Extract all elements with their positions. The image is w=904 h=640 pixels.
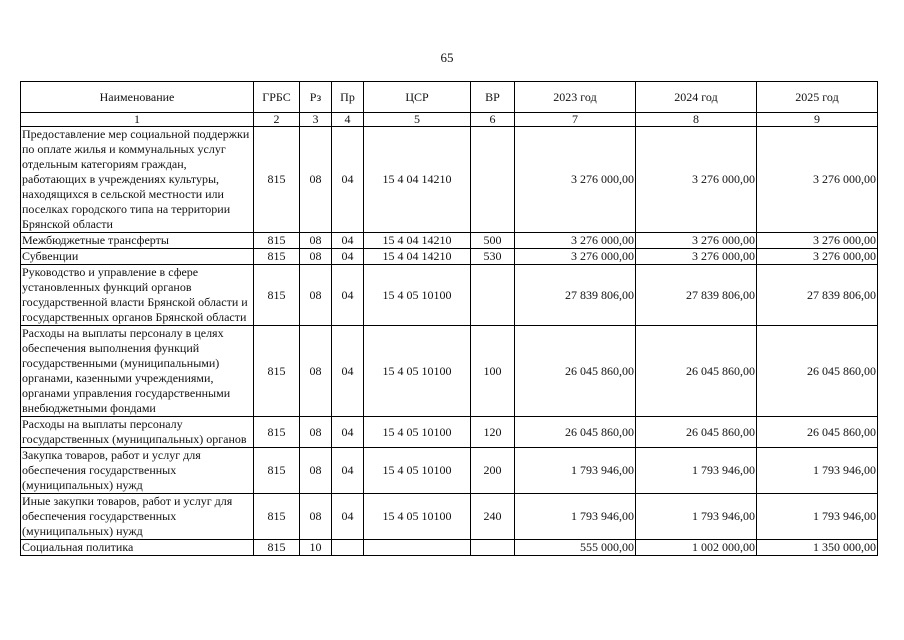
row-grbs: 815 (254, 540, 300, 556)
row-pr: 04 (332, 448, 364, 494)
row-rz: 08 (300, 494, 332, 540)
column-number: 9 (757, 113, 878, 127)
row-csr: 15 4 04 14210 (364, 127, 471, 233)
row-2025: 1 793 946,00 (757, 494, 878, 540)
row-csr: 15 4 04 14210 (364, 233, 471, 249)
row-2025: 1 793 946,00 (757, 448, 878, 494)
row-2024: 1 002 000,00 (636, 540, 757, 556)
table-row (21, 265, 878, 326)
row-vr: 530 (471, 249, 515, 265)
row-rz: 08 (300, 249, 332, 265)
row-rz: 08 (300, 127, 332, 233)
row-pr: 04 (332, 326, 364, 417)
row-csr: 15 4 05 10100 (364, 417, 471, 448)
table-row (21, 494, 878, 540)
row-2024: 3 276 000,00 (636, 249, 757, 265)
row-pr: 04 (332, 494, 364, 540)
row-2023: 26 045 860,00 (515, 326, 636, 417)
row-pr: 04 (332, 417, 364, 448)
column-number: 7 (515, 113, 636, 127)
row-name: Межбюджетные трансферты (21, 233, 254, 249)
row-2024: 3 276 000,00 (636, 127, 757, 233)
row-2025: 1 350 000,00 (757, 540, 878, 556)
header-cell: ЦСР (364, 82, 471, 113)
header-cell: Рз (300, 82, 332, 113)
column-number: 8 (636, 113, 757, 127)
row-grbs: 815 (254, 249, 300, 265)
row-csr: 15 4 05 10100 (364, 326, 471, 417)
row-2024: 1 793 946,00 (636, 494, 757, 540)
header-cell: 2023 год (515, 82, 636, 113)
row-vr: 200 (471, 448, 515, 494)
header-cell: Пр (332, 82, 364, 113)
row-grbs: 815 (254, 494, 300, 540)
row-name: Закупка товаров, работ и услуг для обеспечения государственных (муниципальных) нужд (21, 448, 254, 494)
column-number: 4 (332, 113, 364, 127)
row-grbs: 815 (254, 233, 300, 249)
column-number: 5 (364, 113, 471, 127)
row-name: Иные закупки товаров, работ и услуг для обеспечения государственных (муниципальных) нужд (21, 494, 254, 540)
row-name: Субвенции (21, 249, 254, 265)
row-name: Предоставление мер социальной поддержки по оплате жилья и коммунальных услуг отдельным категориям граждан, работающих в учреждениях культуры, находящихся в сельской местности или поселках городского типа на территории Брянской области (21, 127, 254, 233)
row-vr (471, 265, 515, 326)
row-2024: 1 793 946,00 (636, 448, 757, 494)
row-csr: 15 4 05 10100 (364, 448, 471, 494)
row-2023: 26 045 860,00 (515, 417, 636, 448)
table-row (21, 326, 878, 417)
header-row (21, 82, 878, 113)
header-cell: ГРБС (254, 82, 300, 113)
row-grbs: 815 (254, 448, 300, 494)
row-2025: 3 276 000,00 (757, 233, 878, 249)
row-2025: 26 045 860,00 (757, 326, 878, 417)
row-vr (471, 127, 515, 233)
row-2024: 3 276 000,00 (636, 233, 757, 249)
row-2024: 26 045 860,00 (636, 417, 757, 448)
table-row (21, 249, 878, 265)
row-name: Расходы на выплаты персоналу государственных (муниципальных) органов (21, 417, 254, 448)
table-row (21, 233, 878, 249)
row-csr: 15 4 05 10100 (364, 494, 471, 540)
row-2023: 3 276 000,00 (515, 249, 636, 265)
budget-table (20, 81, 878, 556)
row-2024: 27 839 806,00 (636, 265, 757, 326)
row-vr: 240 (471, 494, 515, 540)
row-grbs: 815 (254, 417, 300, 448)
table-row (21, 417, 878, 448)
column-number: 6 (471, 113, 515, 127)
row-pr (332, 540, 364, 556)
row-2025: 3 276 000,00 (757, 249, 878, 265)
row-2025: 26 045 860,00 (757, 417, 878, 448)
header-cell: Наименование (21, 82, 254, 113)
row-2024: 26 045 860,00 (636, 326, 757, 417)
page-number: 65 (440, 50, 454, 65)
column-number-row (21, 113, 878, 127)
row-2023: 1 793 946,00 (515, 494, 636, 540)
row-2025: 3 276 000,00 (757, 127, 878, 233)
row-2023: 3 276 000,00 (515, 127, 636, 233)
row-rz: 08 (300, 233, 332, 249)
header-cell: 2024 год (636, 82, 757, 113)
row-2023: 1 793 946,00 (515, 448, 636, 494)
header-cell: 2025 год (757, 82, 878, 113)
row-rz: 08 (300, 448, 332, 494)
table-row (21, 540, 878, 556)
row-name: Расходы на выплаты персоналу в целях обеспечения выполнения функций государственными (муниципальными) органами, казенными учреждениями, органами управления государственными внебюджетными фондами (21, 326, 254, 417)
row-vr: 100 (471, 326, 515, 417)
row-2025: 27 839 806,00 (757, 265, 878, 326)
row-pr: 04 (332, 249, 364, 265)
row-rz: 08 (300, 326, 332, 417)
row-2023: 27 839 806,00 (515, 265, 636, 326)
row-name: Руководство и управление в сфере установленных функций органов государственной власти Брянской области и государственных органов Брянской области (21, 265, 254, 326)
row-csr: 15 4 05 10100 (364, 265, 471, 326)
table-row (21, 448, 878, 494)
column-number: 1 (21, 113, 254, 127)
row-2023: 3 276 000,00 (515, 233, 636, 249)
row-vr (471, 540, 515, 556)
row-grbs: 815 (254, 265, 300, 326)
row-vr: 120 (471, 417, 515, 448)
row-grbs: 815 (254, 127, 300, 233)
row-pr: 04 (332, 265, 364, 326)
row-grbs: 815 (254, 326, 300, 417)
row-pr: 04 (332, 127, 364, 233)
row-rz: 08 (300, 417, 332, 448)
table-row (21, 127, 878, 233)
row-2023: 555 000,00 (515, 540, 636, 556)
row-rz: 10 (300, 540, 332, 556)
row-name: Социальная политика (21, 540, 254, 556)
row-vr: 500 (471, 233, 515, 249)
row-csr (364, 540, 471, 556)
column-number: 2 (254, 113, 300, 127)
row-csr: 15 4 04 14210 (364, 249, 471, 265)
row-rz: 08 (300, 265, 332, 326)
header-cell: ВР (471, 82, 515, 113)
column-number: 3 (300, 113, 332, 127)
row-pr: 04 (332, 233, 364, 249)
